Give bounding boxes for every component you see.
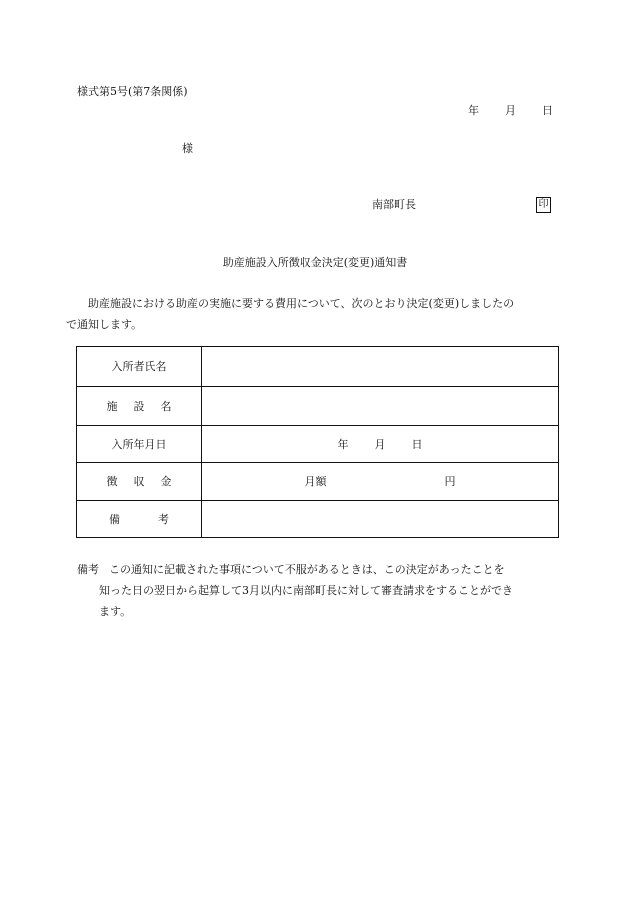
row-value-name xyxy=(202,347,559,387)
note-line-1: この通知に記載された事項について不服があるときは、この決定があったことを xyxy=(109,563,505,576)
note-heading: 備考 xyxy=(77,563,99,576)
sender-name: 南部町長 xyxy=(372,198,416,211)
row-label-name: 入所者氏名 xyxy=(77,347,202,387)
table-row xyxy=(77,426,559,463)
fee-suffix: 円 xyxy=(444,475,456,488)
form-number: 様式第5号(第7条関係) xyxy=(77,85,188,98)
table-row xyxy=(77,501,559,538)
row-value-facility xyxy=(202,387,559,426)
fee-prefix: 月額 xyxy=(304,475,327,488)
row-label-remarks: 備 考 xyxy=(77,501,202,538)
row-value-fee xyxy=(202,463,559,501)
body-line-2: で通知します。 xyxy=(66,318,143,331)
addressee-suffix: 様 xyxy=(182,142,193,155)
row-label-facility: 施 設 名 xyxy=(77,387,202,426)
row-label-admission-date: 入所年月日 xyxy=(77,426,202,463)
date-year: 年 xyxy=(468,104,479,117)
row-value-admission-date: 年 月 日 xyxy=(202,426,559,463)
row-value-remarks xyxy=(202,501,559,538)
table-row xyxy=(77,347,559,387)
body-line-1: 助産施設における助産の実施に要する費用について、次のとおり決定(変更)しましたの xyxy=(88,297,515,310)
row-label-fee: 徴 収 金 xyxy=(77,463,202,501)
seal-mark: 印 xyxy=(536,197,551,213)
body-text xyxy=(66,293,561,335)
date-line xyxy=(468,105,553,116)
note-line-2: 知った日の翌日から起算して3月以内に南部町長に対して審査請求をすることができ xyxy=(99,584,513,597)
note xyxy=(77,559,561,622)
table-row xyxy=(77,387,559,426)
date-day: 日 xyxy=(542,104,553,117)
note-line-3: ます。 xyxy=(99,605,132,618)
date-month: 月 xyxy=(505,104,516,117)
document-title: 助産施設入所徴収金決定(変更)通知書 xyxy=(222,256,408,269)
table-row xyxy=(77,463,559,501)
info-table xyxy=(76,346,559,538)
